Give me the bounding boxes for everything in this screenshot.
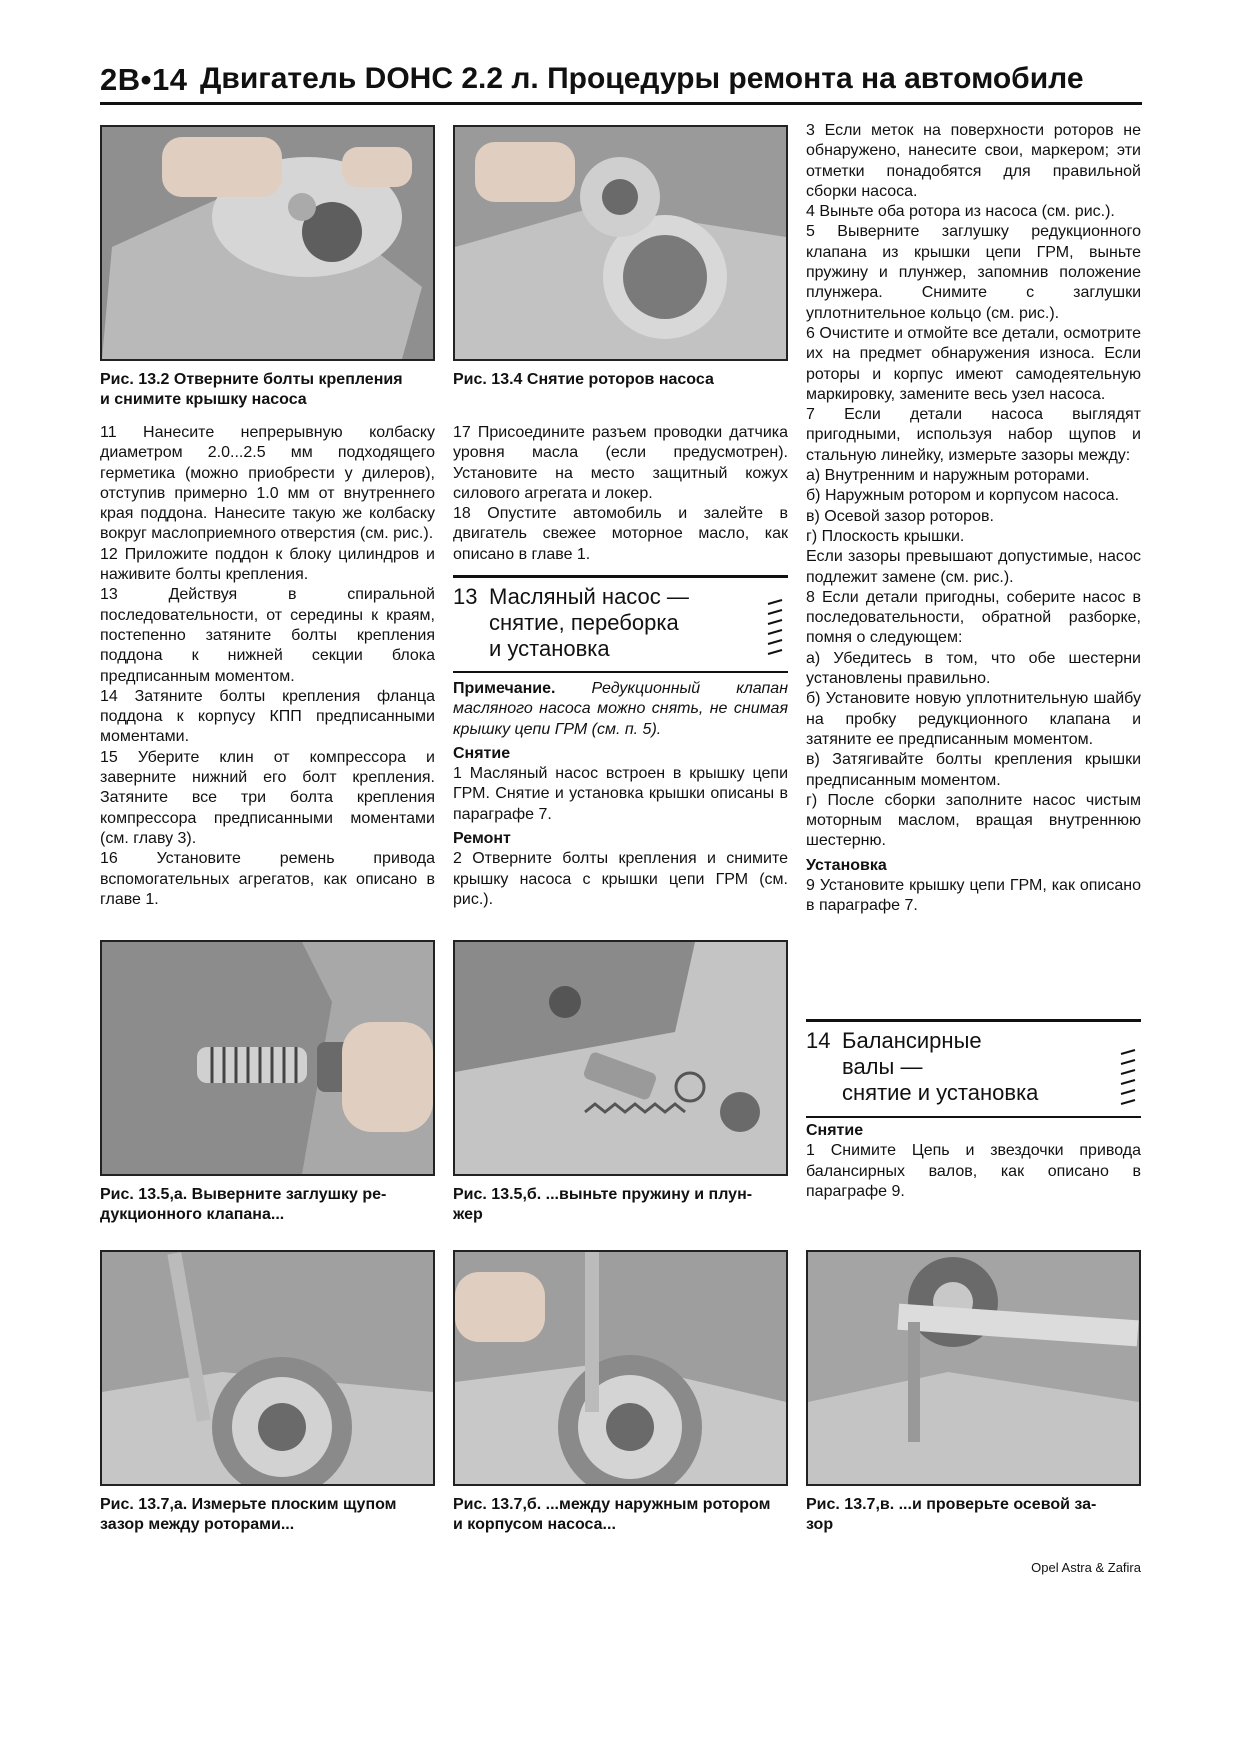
section-14-heading xyxy=(806,1019,1141,1118)
paragraph: 5 Выверните заглушку редукционного клапана из крышки цепи ГРМ, выньте пружину и плунжер, запомнив положение плунжера. Снимите с заглушки уплотнительное кольцо (см. рис.). xyxy=(806,223,1141,322)
caption-line: Рис. 13.4 Снятие роторов насоса xyxy=(453,371,714,388)
photo-fig-13-2 xyxy=(100,125,435,361)
caption-line: дукционного клапана... xyxy=(100,1206,285,1223)
section-number: 14 xyxy=(806,1028,831,1053)
page-header xyxy=(100,62,1142,105)
column-3-text xyxy=(806,121,1141,917)
caption-line: зазор между роторами... xyxy=(100,1516,295,1533)
caption-fig-13-7a xyxy=(100,1495,435,1535)
list-item: г) После сборки заполните насос чистым моторным маслом, вращая внутреннюю шестерню. xyxy=(806,791,1141,850)
section-title xyxy=(842,1028,1038,1106)
caption-line: Рис. 13.7,в. ...и проверьте осевой за- xyxy=(806,1496,1097,1513)
paragraph: 3 Если меток на поверхности роторов не обнаружено, нанесите свои, маркером; эти отметки понадобятся для правильной сборки насоса. xyxy=(806,122,1141,200)
photo-fig-13-4 xyxy=(453,125,788,361)
difficulty-wrench-icon xyxy=(764,596,786,666)
paragraph: 17 Присоедините разъем проводки датчика уровня масла (если предусмотрен). Установите на место защитный кожух силового агрегата и локер. xyxy=(453,424,788,502)
paragraph: 4 Выньте оба ротора из насоса (см. рис.). xyxy=(806,203,1115,221)
section-title-line: валы — xyxy=(842,1054,923,1079)
photo-fig-13-5b xyxy=(453,940,788,1176)
caption-line: зор xyxy=(806,1516,834,1533)
photo-fig-13-5a xyxy=(100,940,435,1176)
section-title-line: Масляный насос — xyxy=(489,584,689,609)
list-item: б) Наружным ротором и корпусом насоса. xyxy=(806,487,1120,505)
note xyxy=(453,679,788,740)
subheading-removal: Снятие xyxy=(806,1122,864,1139)
list-item: г) Плоскость крышки. xyxy=(806,527,965,545)
photo-fig-13-7c xyxy=(806,1250,1141,1486)
section-title-line: Балансирные xyxy=(842,1028,982,1053)
section-title xyxy=(489,584,689,662)
paragraph: 12 Приложите поддон к блоку цилиндров и наживите болты крепления. xyxy=(100,545,435,584)
section-title-line: снятие, переборка xyxy=(489,610,679,635)
paragraph: Если зазоры превышают допустимые, насос подлежит замене (см. рис.). xyxy=(806,548,1141,586)
list-item: а) Убедитесь в том, что обе шестерни установлены правильно. xyxy=(806,649,1141,688)
page-title: Двигатель DOHC 2.2 л. Процедуры ремонта на автомобиле xyxy=(200,62,1084,95)
page-number: 2B•14 xyxy=(100,62,188,97)
photo-fig-13-7a xyxy=(100,1250,435,1486)
column-2-bottom-text xyxy=(453,679,788,910)
note-body: Редукционный клапан масляного насоса можно снять, не снимая крышку цепи ГРМ (см. п. 5). xyxy=(453,680,788,738)
list-item: б) Установите новую уплотнительную шайбу на пробку редукционного клапана и затяните ее предписанным моментом. xyxy=(806,690,1141,748)
paragraph: 6 Очистите и отмойте все детали, осмотрите их на предмет обнаружения износа. Если роторы и корпус имеют самодеятельную маркировку, замените весь узел насоса. xyxy=(806,324,1141,403)
subheading-removal: Снятие xyxy=(453,744,511,762)
paragraph: 15 Уберите клин от компрессора и заверните нижний его болт крепления. Затяните все три болта крепления компрессора предписанными моментами (см. главу 3). xyxy=(100,748,435,847)
caption-fig-13-4 xyxy=(453,370,788,390)
note-label: Примечание. xyxy=(453,680,556,697)
paragraph: 13 Действуя в спиральной последовательности, от середины к краям, постепенно затяните болты крепления поддона к нижней секции блока предписанным моментом. xyxy=(100,586,435,685)
section-rule xyxy=(453,671,788,673)
paragraph: 8 Если детали пригодны, соберите насос в последовательности, обратной разборке, помня о следующем: xyxy=(806,588,1141,647)
paragraph: 16 Установите ремень привода вспомогательных агрегатов, как описано в главе 1. xyxy=(100,850,435,908)
photo-fig-13-7b xyxy=(453,1250,788,1486)
caption-fig-13-2 xyxy=(100,370,435,410)
list-item: в) Осевой зазор роторов. xyxy=(806,507,994,525)
caption-line: и снимите крышку насоса xyxy=(100,391,307,408)
caption-line: Рис. 13.5,б. ...выньте пружину и плун- xyxy=(453,1186,753,1203)
caption-fig-13-7c xyxy=(806,1495,1141,1535)
caption-fig-13-5a xyxy=(100,1185,435,1225)
paragraph: 18 Опустите автомобиль и залейте в двигатель свежее моторное масло, как описано в главе 1. xyxy=(453,505,788,563)
section-number: 13 xyxy=(453,584,478,609)
column-1-text xyxy=(100,423,435,910)
section-title-line: и установка xyxy=(489,636,610,661)
paragraph: 1 Снимите Цепь и звездочки привода балансирных валов, как описано в параграфе 9. xyxy=(806,1142,1141,1200)
subheading-installation: Установка xyxy=(806,856,887,874)
paragraph: 1 Масляный насос встроен в крышку цепи ГРМ. Снятие и установка крышки описаны в параграфе 7. xyxy=(453,765,788,823)
caption-fig-13-7b xyxy=(453,1495,788,1535)
caption-line: Рис. 13.7,б. ...между наружным ротором xyxy=(453,1496,771,1513)
paragraph: 9 Установите крышку цепи ГРМ, как описано в параграфе 7. xyxy=(806,876,1141,915)
caption-line: Рис. 13.2 Отверните болты крепления xyxy=(100,371,403,388)
list-item: в) Затягивайте болты крепления крышки предписанным моментом. xyxy=(806,751,1141,789)
difficulty-wrench-icon xyxy=(1117,1046,1139,1110)
caption-line: и корпусом насоса... xyxy=(453,1516,616,1533)
section-title-line: снятие и установка xyxy=(842,1080,1039,1105)
caption-line: жер xyxy=(453,1206,483,1223)
section-14-text xyxy=(806,1121,1141,1202)
paragraph: 2 Отверните болты крепления и снимите крышку насоса с крышки цепи ГРМ (см. рис.). xyxy=(453,850,788,908)
paragraph: 11 Нанесите непрерывную колбаску диаметром 2.0...2.5 мм подходящего герметика (можно приобрести у дилеров), отступив примерно 1.0 мм от внутреннего края поддона. Нанесите такую же колбаску вокруг маслоприемного отверстия (см. рис.). xyxy=(100,424,435,543)
paragraph: 14 Затяните болты крепления фланца поддона к корпусу КПП предписанными моментами. xyxy=(100,687,435,746)
column-2-top-text xyxy=(453,423,788,565)
caption-line: Рис. 13.7,а. Измерьте плоским щупом xyxy=(100,1496,397,1513)
caption-fig-13-5b xyxy=(453,1185,788,1225)
section-rule xyxy=(806,1116,1141,1118)
caption-line: Рис. 13.5,а. Выверните заглушку ре- xyxy=(100,1186,387,1203)
list-item: а) Внутренним и наружным роторами. xyxy=(806,467,1090,485)
paragraph: 7 Если детали насоса выглядят пригодными, используя набор щупов и стальную линейку, измерьте зазоры между: xyxy=(806,406,1141,464)
subheading-repair: Ремонт xyxy=(453,830,511,848)
footer-book-title: Opel Astra & Zafira xyxy=(1031,1560,1141,1575)
section-13-heading xyxy=(453,575,788,674)
